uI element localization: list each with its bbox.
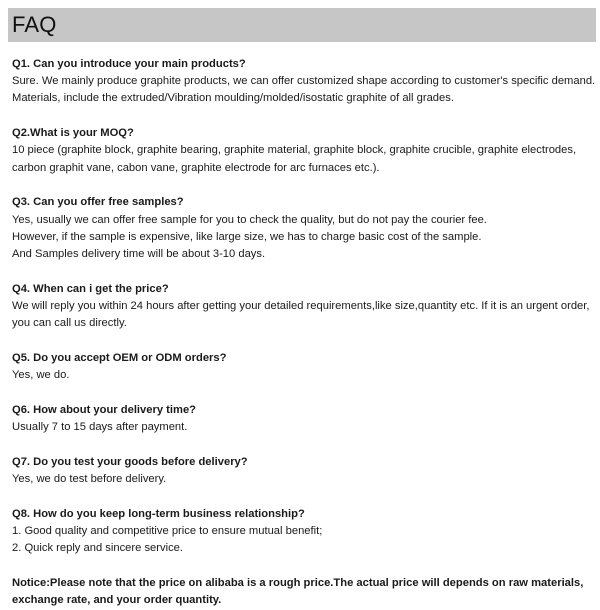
notice-line-1: Notice:Please note that the price on alibaba is a rough price.The actual price will depends on raw materials,	[12, 576, 584, 589]
page-title: FAQ	[12, 12, 57, 37]
answer-q2-line-1: 10 piece (graphite block, graphite bearing, graphite material, graphite block, graphite crucible, graphite electrodes,	[12, 144, 577, 157]
answer-q4-line-1: We will reply you within 24 hours after getting your detailed requirements,like size,quantity etc. If it is an urgent order,	[12, 299, 590, 312]
faq-list	[12, 56, 596, 610]
faq-item-q8	[12, 506, 592, 558]
answer-q8-line-2: 2. Quick reply and sincere service.	[12, 542, 183, 555]
question-q5: Q5. Do you accept OEM or ODM orders?	[12, 351, 227, 364]
question-q3: Q3. Can you offer free samples?	[12, 196, 184, 209]
notice-line-2: exchange rate, and your order quantity.	[12, 594, 222, 607]
faq-item-q3	[12, 194, 592, 263]
answer-q6-line-1: Usually 7 to 15 days after payment.	[12, 420, 188, 433]
answer-q8-line-1: 1. Good quality and competitive price to ensure mutual benefit;	[12, 524, 323, 537]
answer-q2-line-2: carbon graphit vane, cabon vane, graphite electrode for arc furnaces etc.).	[12, 161, 380, 174]
question-q6: Q6. How about your delivery time?	[12, 403, 197, 416]
answer-q3-line-3: And Samples delivery time will be about 3-10 days.	[12, 247, 266, 260]
question-q1: Q1. Can you introduce your main products?	[12, 58, 246, 70]
answer-q7-line-1: Yes, we do test before delivery.	[12, 472, 167, 485]
question-q8: Q8. How do you keep long-term business relationship?	[12, 507, 305, 520]
faq-item-q7	[12, 454, 592, 488]
question-q7: Q7. Do you test your goods before delivery?	[12, 455, 248, 468]
answer-q1-line-2: Materials, include the extruded/Vibration moulding/molded/isostatic graphite of all grades.	[12, 92, 454, 105]
answer-q3-line-2: However, if the sample is expensive, like large size, we has to charge basic cost of the sample.	[12, 230, 482, 243]
answer-q4-line-2: you can call us directly.	[12, 317, 127, 330]
faq-item-q4	[12, 281, 592, 333]
notice	[12, 575, 592, 610]
question-q4: Q4. When can i get the price?	[12, 282, 169, 295]
faq-item-q6	[12, 402, 592, 436]
question-q2: Q2.What is your MOQ?	[12, 127, 134, 140]
faq-item-q2	[12, 125, 592, 177]
faq-item-q5	[12, 350, 592, 384]
faq-header	[8, 8, 596, 42]
answer-q3-line-1: Yes, usually we can offer free sample for you to check the quality, but do not pay the courier fee.	[12, 213, 487, 226]
answer-q5-line-1: Yes, we do.	[12, 369, 70, 381]
faq-item-q1	[12, 56, 596, 108]
answer-q1-line-1: Sure. We mainly produce graphite products, we can offer customized shape according to customer's specific demand.	[12, 75, 596, 88]
